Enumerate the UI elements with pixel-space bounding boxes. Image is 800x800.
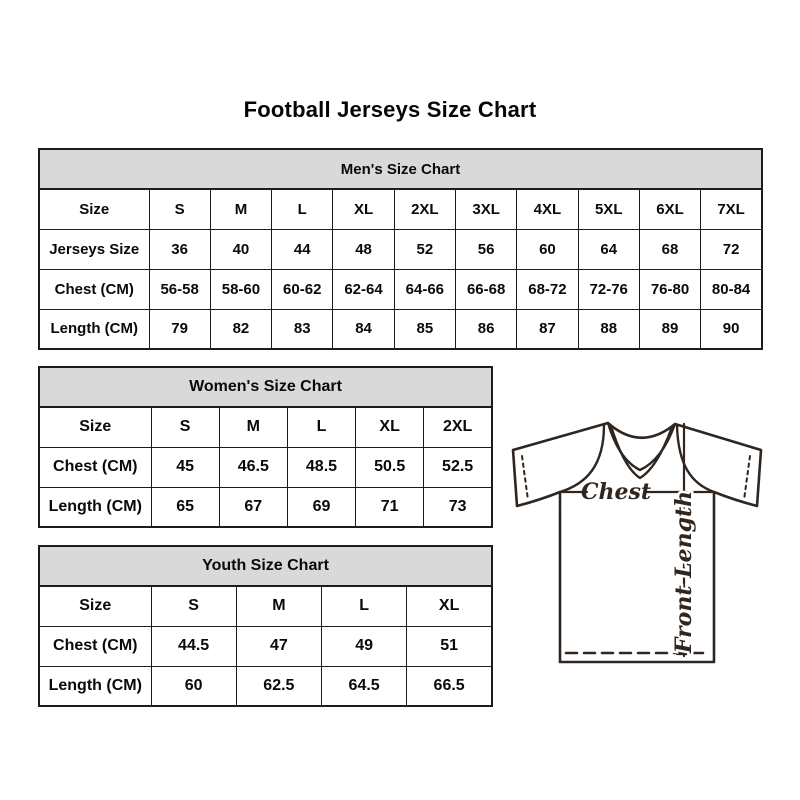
value-cell: 45	[151, 447, 219, 487]
value-cell: L	[287, 407, 355, 447]
value-cell: 60	[517, 229, 578, 269]
value-cell: L	[322, 586, 407, 626]
jersey-outline	[513, 423, 761, 662]
value-cell: 85	[394, 309, 455, 349]
row-label: Size	[39, 407, 151, 447]
table-title: Women's Size Chart	[39, 367, 492, 407]
value-cell: 58-60	[210, 269, 271, 309]
value-cell: 73	[424, 487, 492, 527]
value-cell: 68-72	[517, 269, 578, 309]
table-row	[39, 229, 762, 269]
row-label: Jerseys Size	[39, 229, 149, 269]
page-title: Football Jerseys Size Chart	[243, 97, 537, 122]
youth-size-table	[38, 545, 493, 707]
value-cell: 62.5	[236, 666, 321, 706]
value-cell: 62-64	[333, 269, 394, 309]
value-cell: 71	[356, 487, 424, 527]
value-cell: 48.5	[287, 447, 355, 487]
value-cell: 50.5	[356, 447, 424, 487]
mens-size-table	[38, 148, 763, 350]
table-row	[39, 189, 762, 229]
jersey-measurement-diagram	[500, 408, 772, 670]
value-cell: S	[151, 586, 236, 626]
value-cell: 66-68	[455, 269, 516, 309]
table-row	[39, 586, 492, 626]
value-cell: 76-80	[639, 269, 700, 309]
chest-label: Chest	[580, 479, 652, 505]
value-cell: 44.5	[151, 626, 236, 666]
value-cell: L	[272, 189, 333, 229]
table-title: Men's Size Chart	[39, 149, 762, 189]
row-label: Size	[39, 586, 151, 626]
table-row	[39, 407, 492, 447]
value-cell: 4XL	[517, 189, 578, 229]
row-label: Length (CM)	[39, 309, 149, 349]
value-cell: 60	[151, 666, 236, 706]
value-cell: 6XL	[639, 189, 700, 229]
row-label: Chest (CM)	[39, 447, 151, 487]
value-cell: 90	[701, 309, 762, 349]
value-cell: XL	[407, 586, 492, 626]
value-cell: 47	[236, 626, 321, 666]
value-cell: 36	[149, 229, 210, 269]
table-row	[39, 309, 762, 349]
value-cell: XL	[356, 407, 424, 447]
value-cell: 72	[701, 229, 762, 269]
value-cell: 40	[210, 229, 271, 269]
value-cell: XL	[333, 189, 394, 229]
value-cell: 68	[639, 229, 700, 269]
value-cell: 2XL	[424, 407, 492, 447]
row-label: Size	[39, 189, 149, 229]
row-label: Chest (CM)	[39, 626, 151, 666]
value-cell: M	[236, 586, 321, 626]
value-cell: 56	[455, 229, 516, 269]
value-cell: M	[219, 407, 287, 447]
row-label: Length (CM)	[39, 666, 151, 706]
value-cell: 52	[394, 229, 455, 269]
value-cell: 5XL	[578, 189, 639, 229]
value-cell: S	[151, 407, 219, 447]
value-cell: S	[149, 189, 210, 229]
value-cell: 60-62	[272, 269, 333, 309]
value-cell: 84	[333, 309, 394, 349]
value-cell: M	[210, 189, 271, 229]
row-label: Length (CM)	[39, 487, 151, 527]
value-cell: 83	[272, 309, 333, 349]
value-cell: 3XL	[455, 189, 516, 229]
value-cell: 82	[210, 309, 271, 349]
value-cell: 69	[287, 487, 355, 527]
table-row	[39, 447, 492, 487]
table-row	[39, 666, 492, 706]
table-row	[39, 269, 762, 309]
value-cell: 80-84	[701, 269, 762, 309]
value-cell: 64	[578, 229, 639, 269]
value-cell: 79	[149, 309, 210, 349]
value-cell: 66.5	[407, 666, 492, 706]
value-cell: 7XL	[701, 189, 762, 229]
value-cell: 64-66	[394, 269, 455, 309]
value-cell: 72-76	[578, 269, 639, 309]
value-cell: 86	[455, 309, 516, 349]
value-cell: 49	[322, 626, 407, 666]
value-cell: 88	[578, 309, 639, 349]
value-cell: 56-58	[149, 269, 210, 309]
value-cell: 51	[407, 626, 492, 666]
table-title: Youth Size Chart	[39, 546, 492, 586]
value-cell: 52.5	[424, 447, 492, 487]
womens-size-table	[38, 366, 493, 528]
value-cell: 65	[151, 487, 219, 527]
table-section-header	[39, 367, 492, 407]
value-cell: 64.5	[322, 666, 407, 706]
value-cell: 2XL	[394, 189, 455, 229]
table-row	[39, 626, 492, 666]
value-cell: 48	[333, 229, 394, 269]
table-section-header	[39, 546, 492, 586]
value-cell: 89	[639, 309, 700, 349]
table-section-header	[39, 149, 762, 189]
value-cell: 46.5	[219, 447, 287, 487]
value-cell: 44	[272, 229, 333, 269]
value-cell: 87	[517, 309, 578, 349]
front-length-label: Front Length	[671, 490, 697, 654]
value-cell: 67	[219, 487, 287, 527]
row-label: Chest (CM)	[39, 269, 149, 309]
table-row	[39, 487, 492, 527]
